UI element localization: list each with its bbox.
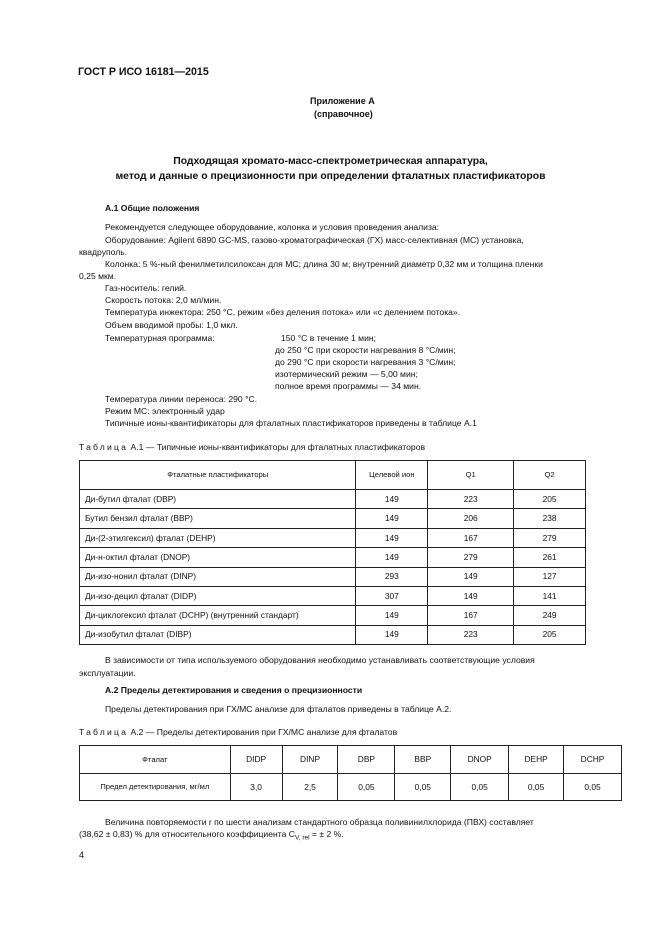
paragraph xyxy=(79,829,344,843)
cell-q1: 167 xyxy=(428,606,514,625)
column-header: DCHP xyxy=(564,746,622,774)
caption-label: Таблица xyxy=(79,727,129,737)
standard-number: ГОСТ Р ИСО 16181—2015 xyxy=(78,66,209,78)
cell-q1: 223 xyxy=(428,490,514,509)
table-row xyxy=(80,586,586,605)
cell-value: 2,5 xyxy=(282,774,338,801)
table-header-row xyxy=(80,461,586,490)
cell-name: Ди-изобутил фталат (DIBP) xyxy=(80,625,356,644)
paragraph: эксплуатации. xyxy=(79,668,136,678)
column-header: DEHP xyxy=(509,746,564,774)
cell-q2: 238 xyxy=(514,509,586,528)
caption-text: А.1 — Типичные ионы-квантификаторы для фталатных пластификаторов xyxy=(130,442,426,452)
program-step: до 250 °C при скорости нагревания 8 °C/мин; xyxy=(275,345,456,355)
paragraph: квадруполь. xyxy=(79,247,128,257)
paragraph: Объем вводимой пробы: 1,0 мкл. xyxy=(105,320,238,330)
program-step: 150 °C в течение 1 мин; xyxy=(281,333,377,343)
subscript: V, rel xyxy=(294,834,310,842)
paragraph: В зависимости от типа используемого оборудования необходимо устанавливать соответствующие условия xyxy=(105,655,535,665)
cell-name: Ди-циклогексил фталат (DCHP) (внутренний стандарт) xyxy=(80,606,356,625)
cell-q1: 149 xyxy=(428,586,514,605)
column-header: Q2 xyxy=(514,461,586,490)
cell-value: 3,0 xyxy=(230,774,282,801)
program-step: изотермический режим — 5,00 мин; xyxy=(275,369,418,379)
cell-q2: 205 xyxy=(514,625,586,644)
paragraph: Газ-носитель: гелий. xyxy=(105,283,187,293)
column-header: DBP xyxy=(338,746,395,774)
cell-target-ion: 149 xyxy=(356,528,428,547)
cell-q1: 167 xyxy=(428,528,514,547)
paragraph: Рекомендуется следующее оборудование, колонка и условия проведения анализа: xyxy=(105,222,440,232)
cell-q1: 149 xyxy=(428,567,514,586)
column-header: Фталатные пластификаторы xyxy=(80,461,356,490)
cell-target-ion: 293 xyxy=(356,567,428,586)
column-header: Фталат xyxy=(80,746,231,774)
cell-q2: 127 xyxy=(514,567,586,586)
table-row xyxy=(80,774,622,801)
cell-name: Бутил бензил фталат (BBP) xyxy=(80,509,356,528)
column-header: BBP xyxy=(395,746,451,774)
paragraph: Колонка: 5 %-ный фенилметилсилоксан для МС; длина 30 м; внутренний диаметр 0,32 мм и толщина пленки xyxy=(105,259,543,269)
table-header-row xyxy=(80,746,622,774)
paragraph: 0,25 мкм. xyxy=(79,271,117,281)
cell-target-ion: 149 xyxy=(356,509,428,528)
cell-name: Ди-(2-этилгексил) фталат (DEHP) xyxy=(80,528,356,547)
text-part: = ± 2 %. xyxy=(309,829,344,839)
paragraph: Типичные ионы-квантификаторы для фталатных пластификаторов приведены в таблице А.1 xyxy=(105,418,477,428)
program-label: Температурная программа: xyxy=(105,333,215,343)
column-header: Целевой ион xyxy=(356,461,428,490)
cell-name: Ди-изо-нонил фталат (DINP) xyxy=(80,567,356,586)
paragraph: Оборудование: Agilent 6890 GC-MS, газово-хроматографическая (ГХ) масс-селективная (МС) установка, xyxy=(105,235,524,245)
program-step: полное время программы — 34 мин. xyxy=(275,381,422,391)
section-heading-line2: метод и данные о прецизионности при определении фталатных пластификаторов xyxy=(115,171,546,182)
cell-value: 0,05 xyxy=(509,774,564,801)
cell-value: 0,05 xyxy=(395,774,451,801)
cell-q2: 141 xyxy=(514,586,586,605)
cell-target-ion: 149 xyxy=(356,606,428,625)
text-part: (38,62 ± 0,83) % для относительного коэффициента C xyxy=(79,829,295,839)
paragraph: Температура инжектора: 250 °C, режим «без деления потока» или «с делением потока». xyxy=(105,307,461,317)
paragraph: Скорость потока: 2,0 мл/мин. xyxy=(105,295,222,305)
cell-value: 0,05 xyxy=(564,774,622,801)
table-row xyxy=(80,606,586,625)
table-row xyxy=(80,509,586,528)
column-header: Q1 xyxy=(428,461,514,490)
table-row xyxy=(80,548,586,567)
column-header: DINP xyxy=(282,746,338,774)
table-row xyxy=(80,625,586,644)
column-header: DNOP xyxy=(451,746,509,774)
paragraph: Величина повторяемости r по шести анализам стандартного образца поливинилхлорида (ПВХ) составляет xyxy=(105,817,534,827)
cell-label: Предел детектирования, мг/мл xyxy=(80,774,231,801)
cell-q2: 205 xyxy=(514,490,586,509)
cell-name: Ди-бутил фталат (DBP) xyxy=(80,490,356,509)
cell-target-ion: 149 xyxy=(356,625,428,644)
table-row xyxy=(80,490,586,509)
table1-caption xyxy=(79,442,425,453)
cell-value: 0,05 xyxy=(451,774,509,801)
table-row xyxy=(80,528,586,547)
table1 xyxy=(79,460,586,645)
table2-caption xyxy=(79,727,397,738)
table-row xyxy=(80,567,586,586)
cell-target-ion: 149 xyxy=(356,490,428,509)
cell-q1: 279 xyxy=(428,548,514,567)
column-header: DIDP xyxy=(230,746,282,774)
cell-q1: 223 xyxy=(428,625,514,644)
cell-q2: 249 xyxy=(514,606,586,625)
caption-label: Таблица xyxy=(79,442,129,452)
cell-value: 0,05 xyxy=(338,774,395,801)
annex-note: (справочное) xyxy=(314,109,373,119)
paragraph: Температура линии переноса: 290 °C. xyxy=(105,394,258,404)
subsection-a1-title: А.1 Общие положения xyxy=(105,203,200,213)
paragraph: Режим МС: электронный удар xyxy=(105,406,225,416)
section-heading-line1: Подходящая хромато-масс-спектрометрическая аппаратура, xyxy=(173,156,488,167)
cell-q2: 261 xyxy=(514,548,586,567)
cell-q1: 206 xyxy=(428,509,514,528)
caption-text: А.2 — Пределы детектирования при ГХ/МС анализе для фталатов xyxy=(130,727,398,737)
cell-q2: 279 xyxy=(514,528,586,547)
cell-target-ion: 149 xyxy=(356,548,428,567)
cell-name: Ди-н-октил фталат (DNOP) xyxy=(80,548,356,567)
table2 xyxy=(79,745,622,801)
paragraph: Пределы детектирования при ГХ/МС анализе для фталатов приведены в таблице А.2. xyxy=(105,704,452,714)
cell-name: Ди-изо-децил фталат (DIDP) xyxy=(80,586,356,605)
annex-title: Приложение А xyxy=(310,96,375,106)
cell-target-ion: 307 xyxy=(356,586,428,605)
program-step: до 290 °C при скорости нагревания 3 °C/мин; xyxy=(275,357,456,367)
subsection-a2-title: А.2 Пределы детектирования и сведения о прецизионности xyxy=(105,685,363,695)
page-number: 4 xyxy=(79,850,85,860)
